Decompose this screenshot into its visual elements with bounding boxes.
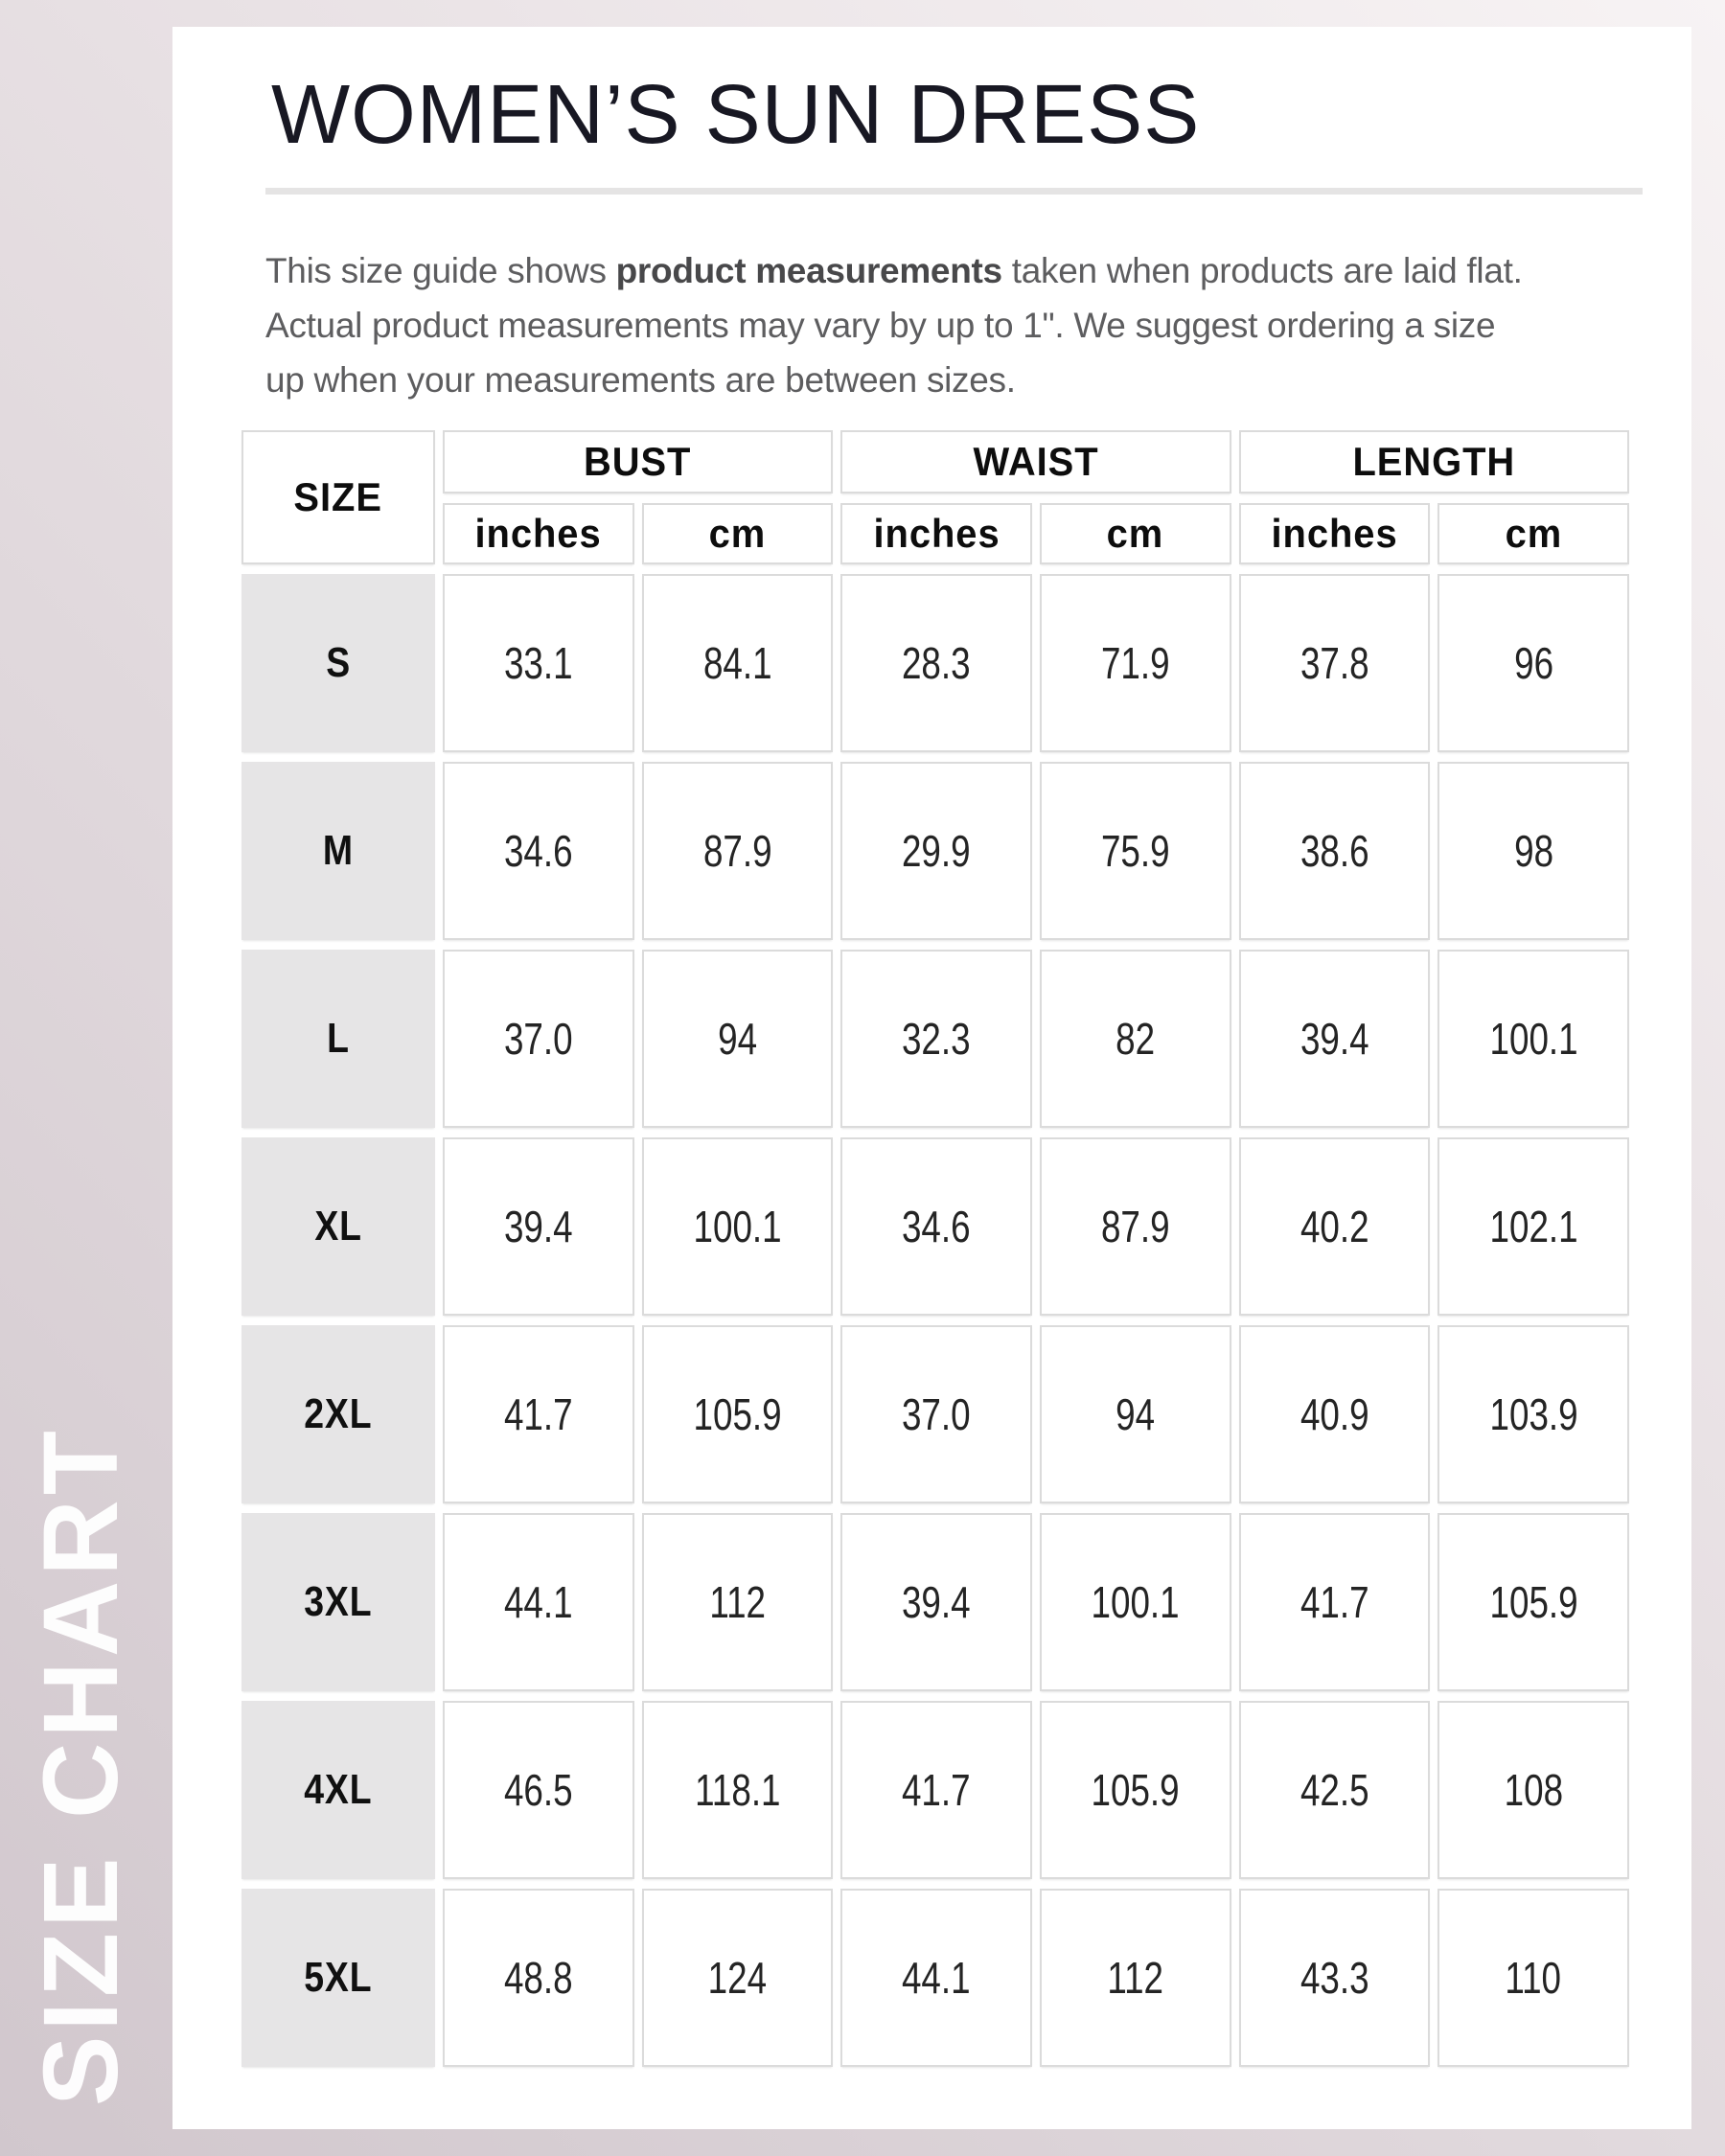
measurement-value: 84.1: [702, 638, 772, 688]
measurement-value: 108: [1504, 1765, 1563, 1815]
measurement-cell: [443, 950, 634, 1128]
measurement-cell: [642, 574, 834, 752]
unit-header-label: inches: [1271, 511, 1398, 556]
size-label: 4XL: [304, 1766, 373, 1813]
measurement-cell: [1438, 1325, 1629, 1503]
measurement-cell: [1239, 1513, 1431, 1691]
measurement-value: 105.9: [1489, 1577, 1578, 1627]
measurement-cell: [1040, 1513, 1231, 1691]
measurement-cell: [1040, 1325, 1231, 1503]
measurement-cell: [840, 574, 1032, 752]
measurement-cell: [642, 1701, 834, 1879]
measurement-value: 37.0: [504, 1014, 573, 1064]
measurement-cell: [1040, 762, 1231, 940]
measurement-cell: [1438, 1701, 1629, 1879]
measurement-value: 112: [1107, 1953, 1164, 2003]
measurement-cell: [1438, 950, 1629, 1128]
unit-header-waist-inches: [840, 503, 1032, 564]
column-header-bust-label: BUST: [584, 439, 692, 484]
size-row-label-s: [242, 574, 435, 752]
measurement-value: 100.1: [693, 1202, 782, 1251]
measurement-cell: [443, 762, 634, 940]
measurement-value: 40.9: [1300, 1389, 1369, 1439]
size-label: 3XL: [304, 1578, 373, 1625]
measurement-value: 41.7: [504, 1389, 573, 1439]
measurement-value: 37.0: [902, 1389, 971, 1439]
unit-header-label: cm: [1107, 511, 1164, 556]
measurement-value: 100.1: [1091, 1577, 1180, 1627]
measurement-cell: [642, 762, 834, 940]
measurement-cell: [1040, 574, 1231, 752]
description-line-1: [265, 251, 1523, 290]
unit-header-bust-inches: [443, 503, 634, 564]
size-row-label-2xl: [242, 1325, 435, 1503]
measurement-cell: [1239, 1325, 1431, 1503]
measurement-cell: [1040, 1701, 1231, 1879]
measurement-value: 82: [1116, 1014, 1156, 1064]
measurement-cell: [642, 1513, 834, 1691]
measurement-value: 100.1: [1489, 1014, 1578, 1064]
size-label: M: [322, 827, 355, 874]
measurement-value: 71.9: [1101, 638, 1170, 688]
measurement-cell: [1438, 1889, 1629, 2067]
size-label: L: [327, 1015, 350, 1062]
measurement-value: 44.1: [902, 1953, 971, 2003]
column-header-bust: [443, 430, 833, 493]
unit-header-label: cm: [708, 511, 767, 556]
measurement-cell: [642, 1889, 834, 2067]
measurement-value: 34.6: [902, 1202, 971, 1251]
size-row-label-m: [242, 762, 435, 940]
measurement-value: 105.9: [693, 1389, 782, 1439]
measurement-cell: [840, 1137, 1032, 1316]
measurement-value: 40.2: [1300, 1202, 1369, 1251]
size-label: XL: [314, 1203, 362, 1250]
measurement-value: 37.8: [1300, 638, 1369, 688]
measurement-cell: [443, 1513, 634, 1691]
size-row-label-3xl: [242, 1513, 435, 1691]
size-row-label-xl: [242, 1137, 435, 1316]
measurement-cell: [1438, 1137, 1629, 1316]
description-text: This size guide shows: [265, 251, 616, 290]
column-header-waist: [840, 430, 1230, 493]
measurement-cell: [1239, 574, 1431, 752]
measurement-value: 32.3: [902, 1014, 971, 1064]
measurement-cell: [642, 950, 834, 1128]
unit-header-length-cm: [1438, 503, 1629, 564]
measurement-cell: [1239, 1889, 1431, 2067]
measurement-cell: [1438, 574, 1629, 752]
measurement-value: 103.9: [1489, 1389, 1578, 1439]
size-row-label-l: [242, 950, 435, 1128]
size-row-label-4xl: [242, 1701, 435, 1879]
size-label: 2XL: [304, 1390, 373, 1437]
measurement-value: 34.6: [504, 826, 573, 876]
measurement-value: 94: [718, 1014, 757, 1064]
measurement-value: 98: [1513, 826, 1553, 876]
measurement-cell: [443, 1137, 634, 1316]
measurement-cell: [642, 1137, 834, 1316]
measurement-value: 43.3: [1300, 1953, 1369, 2003]
measurement-cell: [1040, 1137, 1231, 1316]
unit-header-waist-cm: [1040, 503, 1231, 564]
column-header-length: [1239, 430, 1629, 493]
measurement-value: 75.9: [1101, 826, 1170, 876]
measurement-cell: [642, 1325, 834, 1503]
measurement-value: 96: [1513, 638, 1553, 688]
sidebar-vertical-label: SIZE CHART: [22, 1426, 140, 2106]
measurement-cell: [840, 1325, 1032, 1503]
unit-header-bust-cm: [642, 503, 834, 564]
measurement-value: 46.5: [504, 1765, 573, 1815]
measurement-value: 112: [709, 1577, 766, 1627]
title-divider: [265, 188, 1643, 195]
measurement-cell: [1239, 762, 1431, 940]
description-line-2: Actual product measurements may vary by up to 1". We suggest ordering a size: [265, 306, 1496, 345]
measurement-value: 28.3: [902, 638, 971, 688]
description-text: taken when products are laid flat.: [1001, 251, 1523, 290]
measurement-value: 38.6: [1300, 826, 1369, 876]
unit-header-label: inches: [474, 511, 602, 556]
measurement-cell: [1239, 1701, 1431, 1879]
measurement-value: 33.1: [504, 638, 573, 688]
measurement-value: 94: [1116, 1389, 1156, 1439]
measurement-cell: [840, 950, 1032, 1128]
content-card: [172, 27, 1691, 2129]
measurement-value: 39.4: [902, 1577, 971, 1627]
measurement-cell: [840, 762, 1032, 940]
measurement-cell: [443, 1889, 634, 2067]
measurement-cell: [443, 1325, 634, 1503]
unit-header-length-inches: [1239, 503, 1431, 564]
measurement-value: 87.9: [702, 826, 772, 876]
measurement-cell: [1239, 1137, 1431, 1316]
column-header-length-label: LENGTH: [1352, 439, 1516, 484]
measurement-value: 124: [707, 1953, 768, 2003]
measurement-value: 41.7: [1300, 1577, 1369, 1627]
size-table: [242, 430, 1629, 2067]
measurement-cell: [443, 1701, 634, 1879]
measurement-cell: [840, 1701, 1032, 1879]
measurement-cell: [1438, 1513, 1629, 1691]
page-title: WOMEN’S SUN DRESS: [271, 68, 1201, 161]
measurement-value: 102.1: [1489, 1202, 1578, 1251]
measurement-cell: [1040, 1889, 1231, 2067]
measurement-value: 39.4: [1300, 1014, 1369, 1064]
measurement-value: 42.5: [1300, 1765, 1369, 1815]
size-column-header: [242, 430, 435, 564]
measurement-cell: [840, 1513, 1032, 1691]
unit-header-label: cm: [1505, 511, 1562, 556]
measurement-value: 48.8: [504, 1953, 573, 2003]
measurement-value: 110: [1505, 1953, 1562, 2003]
measurement-value: 87.9: [1101, 1202, 1170, 1251]
size-column-header-label: SIZE: [293, 474, 383, 519]
column-header-waist-label: WAIST: [973, 439, 1099, 484]
description-line-3: up when your measurements are between sizes.: [265, 360, 1016, 400]
size-row-label-5xl: [242, 1889, 435, 2067]
measurement-cell: [1040, 950, 1231, 1128]
size-label: S: [326, 639, 351, 686]
measurement-value: 44.1: [504, 1577, 573, 1627]
description-paragraph: [265, 243, 1674, 407]
measurement-value: 105.9: [1091, 1765, 1180, 1815]
description-bold-text: product measurements: [615, 251, 1002, 290]
measurement-value: 39.4: [504, 1202, 573, 1251]
measurement-cell: [840, 1889, 1032, 2067]
unit-header-label: inches: [873, 511, 1000, 556]
measurement-value: 118.1: [694, 1765, 781, 1815]
measurement-cell: [1239, 950, 1431, 1128]
measurement-value: 29.9: [902, 826, 971, 876]
measurement-cell: [1438, 762, 1629, 940]
measurement-cell: [443, 574, 634, 752]
size-label: 5XL: [304, 1954, 373, 2001]
measurement-value: 41.7: [902, 1765, 971, 1815]
